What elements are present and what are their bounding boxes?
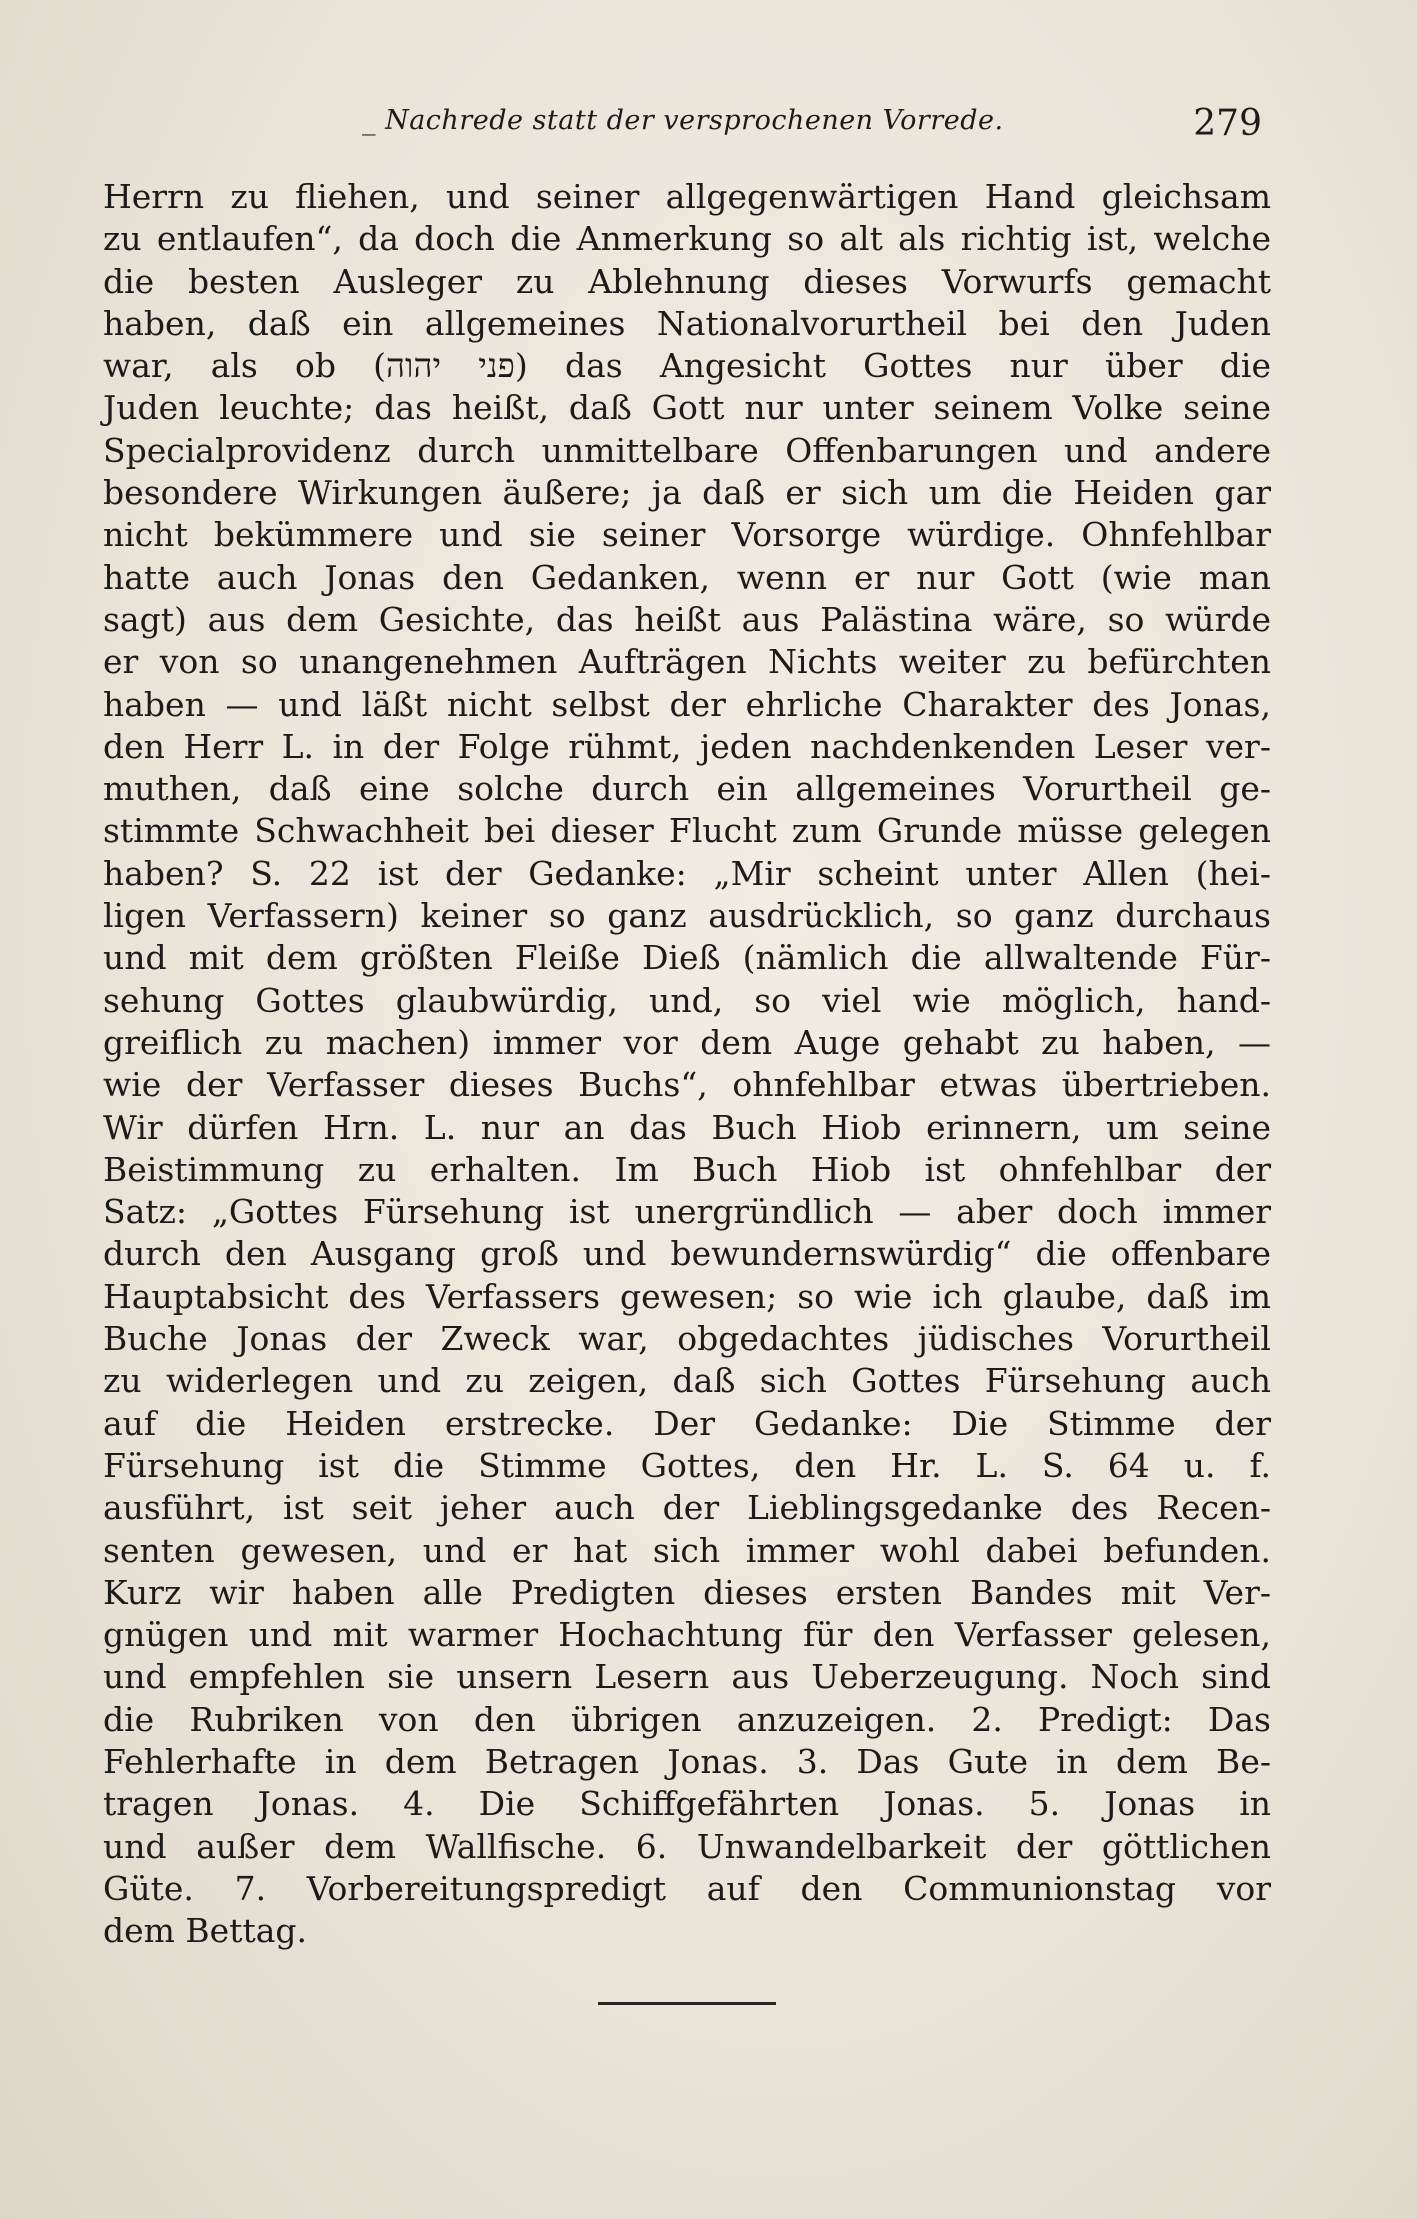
text-line: den Herr L. in der Folge rühmt, jeden nachdenkenden Leser ver- <box>103 726 1271 766</box>
text-line: zu entlaufen“, da doch die Anmerkung so alt als richtig ist, welche <box>103 219 1271 259</box>
text-line: besondere Wirkungen äußere; ja daß er sich um die Heiden gar <box>103 473 1271 513</box>
text-line: stimmte Schwachheit bei dieser Flucht zum Grunde müsse gelegen <box>103 811 1271 851</box>
text-line: Fürsehung ist die Stimme Gottes, den Hr. L. S. 64 u. f. <box>103 1445 1271 1485</box>
text-line: greiflich zu machen) immer vor dem Auge gehabt zu haben, — <box>103 1022 1271 1062</box>
text-line: wie der Verfasser dieses Buchs“, ohnfehlbar etwas übertrieben. <box>103 1065 1271 1105</box>
text-line: haben? S. 22 ist der Gedanke: „Mir scheint unter Allen (hei- <box>103 853 1271 893</box>
text-line: die Rubriken von den übrigen anzuzeigen. 2. Predigt: Das <box>103 1699 1271 1739</box>
text-line: sehung Gottes glaubwürdig, und, so viel wie möglich, hand- <box>103 980 1271 1020</box>
body-text <box>103 176 1271 1952</box>
text-line: und mit dem größten Fleiße Dieß (nämlich die allwaltende Für- <box>103 938 1271 978</box>
text-line: hatte auch Jonas den Gedanken, wenn er nur Gott (wie man <box>103 557 1271 597</box>
text-line: und empfehlen sie unsern Lesern aus Ueberzeugung. Noch sind <box>103 1657 1271 1697</box>
text-line: sagt) aus dem Gesichte, das heißt aus Palästina wäre, so würde <box>103 599 1271 639</box>
text-line: ligen Verfassern) keiner so ganz ausdrücklich, so ganz durchaus <box>103 896 1271 936</box>
text-line: ausführt, ist seit jeher auch der Lieblingsgedanke des Recen- <box>103 1488 1271 1528</box>
text-line: er von so unangenehmen Aufträgen Nichts weiter zu befürchten <box>103 642 1271 682</box>
text-line: Beistimmung zu erhalten. Im Buch Hiob ist ohnfehlbar der <box>103 1149 1271 1189</box>
text-line: und außer dem Wallfische. 6. Unwandelbarkeit der göttlichen <box>103 1826 1271 1866</box>
text-line: nicht bekümmere und sie seiner Vorsorge würdige. Ohnfehlbar <box>103 515 1271 555</box>
text-line: war, als ob (פני יהוה) das Angesicht Gottes nur über die <box>103 346 1271 386</box>
text-line: Buche Jonas der Zweck war, obgedachtes jüdisches Vorurtheil <box>103 1319 1271 1359</box>
text-line: Kurz wir haben alle Predigten dieses ersten Bandes mit Ver- <box>103 1572 1271 1612</box>
text-line: Fehlerhafte in dem Betragen Jonas. 3. Das Gute in dem Be- <box>103 1741 1271 1781</box>
text-line: auf die Heiden erstrecke. Der Gedanke: Die Stimme der <box>103 1403 1271 1443</box>
running-head: _ Nachrede statt der versprochenen Vorrede. <box>362 105 1004 136</box>
text-line: senten gewesen, und er hat sich immer wohl dabei befunden. <box>103 1530 1271 1570</box>
text-line: Specialprovidenz durch unmittelbare Offenbarungen und andere <box>103 430 1271 470</box>
text-line: die besten Ausleger zu Ablehnung dieses Vorwurfs gemacht <box>103 261 1271 301</box>
page-number: 279 <box>1193 103 1262 144</box>
end-rule <box>598 2002 776 2005</box>
text-line: tragen Jonas. 4. Die Schiffgefährten Jonas. 5. Jonas in <box>103 1784 1271 1824</box>
text-line: haben — und läßt nicht selbst der ehrliche Charakter des Jonas, <box>103 684 1271 724</box>
text-line: Güte. 7. Vorbereitungspredigt auf den Communionstag vor <box>103 1868 1271 1908</box>
text-line: durch den Ausgang groß und bewundernswürdig“ die offenbare <box>103 1234 1271 1274</box>
text-line: Wir dürfen Hrn. L. nur an das Buch Hiob erinnern, um seine <box>103 1107 1271 1147</box>
text-line: Satz: „Gottes Fürsehung ist unergründlich — aber doch immer <box>103 1192 1271 1232</box>
text-line: haben, daß ein allgemeines Nationalvorurtheil bei den Juden <box>103 303 1271 343</box>
text-line: muthen, daß eine solche durch ein allgemeines Vorurtheil ge- <box>103 769 1271 809</box>
text-line: Herrn zu fliehen, und seiner allgegenwärtigen Hand gleichsam <box>103 177 1271 216</box>
text-line: zu widerlegen und zu zeigen, daß sich Gottes Fürsehung auch <box>103 1361 1271 1401</box>
text-line: Juden leuchte; das heißt, daß Gott nur unter seinem Volke seine <box>103 388 1271 428</box>
page-header <box>100 95 1268 155</box>
text-line: dem Bettag. <box>103 1911 308 1951</box>
text-line: Hauptabsicht des Verfassers gewesen; so wie ich glaube, daß im <box>103 1276 1271 1316</box>
text-line: gnügen und mit warmer Hochachtung für den Verfasser gelesen, <box>103 1615 1271 1655</box>
